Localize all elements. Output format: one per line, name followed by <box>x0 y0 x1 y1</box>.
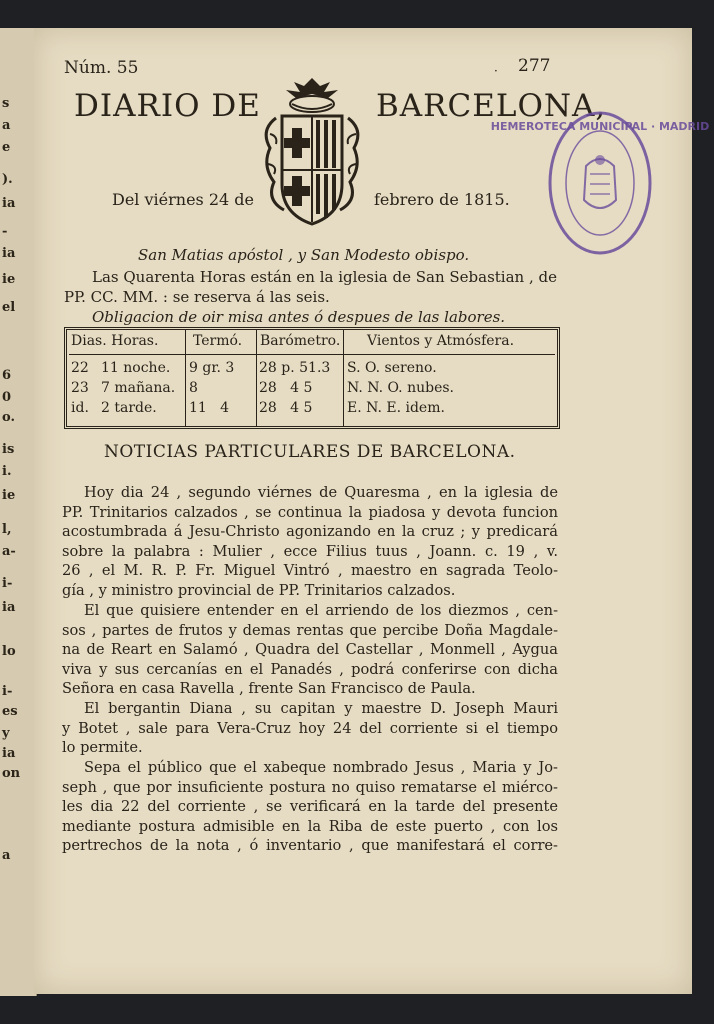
weather-row-day: id. <box>71 400 89 416</box>
left-page-fragment: ). <box>2 172 13 187</box>
paragraph-line: Sepa el público que el xabeque nombrado Jesus , Maria y Jo- <box>84 759 558 776</box>
paragraph-line: 26 , el M. R. P. Fr. Miguel Vintró , maestro en sagrada Teolo- <box>62 562 558 580</box>
page-number: 277 <box>518 56 551 76</box>
forty-hours-notice: Las Quarenta Horas están en la iglesia de San Sebastian , de <box>92 268 557 286</box>
paragraph-line: lo permite. <box>62 739 143 757</box>
hemeroteca-stamp-icon <box>490 108 710 258</box>
left-page-fragment: s <box>2 96 10 111</box>
article-paragraph <box>62 483 558 601</box>
masthead-title-left: DIARIO DE <box>74 88 261 124</box>
left-page-fragment: 6 <box>2 368 12 383</box>
paragraph-line: sos , partes de frutos y demas rentas que percibe Doña Magdale- <box>62 621 558 639</box>
article-paragraph <box>62 758 558 856</box>
left-page-fragment: es <box>2 704 18 719</box>
weather-row-time: 2 tarde. <box>101 400 157 416</box>
paragraph-line: mediante postura admisible en la Riba de este puerto , con los <box>62 817 558 835</box>
left-page-fragment: ia <box>2 746 16 761</box>
weather-row-thermo: 9 gr. 3 <box>189 360 235 376</box>
left-page-fragment: 0 <box>2 390 12 405</box>
weather-header-barometer: Barómetro. <box>260 333 341 349</box>
left-page-fragment: ia <box>2 600 16 615</box>
weather-row-time: 11 noche. <box>101 360 171 376</box>
left-page-fragment: a <box>2 118 11 133</box>
weather-row-day: 22 <box>71 360 89 376</box>
weather-row-baro: 28 4 5 <box>259 400 313 416</box>
left-page-fragment: i- <box>2 576 13 591</box>
forty-hours-notice-cont: PP. CC. MM. : se reserva á las seis. <box>64 288 330 306</box>
paragraph-line: gía , y ministro provincial de PP. Trinitarios calzados. <box>62 581 456 599</box>
article-paragraph <box>62 699 558 758</box>
page-dot: · <box>494 64 498 78</box>
paragraph-line: sobre la palabra : Mulier , ecce Filius tuus , Joann. c. 19 , v. <box>62 542 558 560</box>
paragraph-line: El bergantin Diana , su capitan y maestre D. Joseph Mauri <box>84 700 558 717</box>
issue-number: Núm. 55 <box>64 58 139 78</box>
left-page-fragment: on <box>2 766 21 781</box>
weather-row-baro: 28 p. 51.3 <box>259 360 331 376</box>
left-page-fragment: ia <box>2 246 16 261</box>
paragraph-line: na de Reart en Salamó , Quadra del Castellar , Monmell , Aygua <box>62 641 558 659</box>
weather-row-thermo: 11 4 <box>189 400 230 416</box>
left-page-edge <box>0 28 37 996</box>
weather-row-wind: E. N. E. idem. <box>347 400 445 416</box>
left-page-fragment: lo <box>2 644 16 659</box>
weather-row-wind: S. O. sereno. <box>347 360 437 376</box>
weather-header-thermometer: Termó. <box>193 333 243 349</box>
paragraph-line: Hoy dia 24 , segundo viérnes de Quaresma , en la iglesia de <box>84 484 558 501</box>
left-page-fragment: l, <box>2 522 12 537</box>
left-page-fragment: a- <box>2 544 16 559</box>
paragraph-line: les dia 22 del corriente , se verificará en la tarde del presente <box>62 798 558 816</box>
left-page-fragment: y <box>2 726 10 741</box>
left-page-fragment: ie <box>2 272 16 287</box>
date-right: febrero de 1815. <box>374 190 510 209</box>
paragraph-line: viva y sus cercanías en el Panadés , podrá conferirse con dicha <box>62 660 558 678</box>
weather-row-wind: N. N. O. nubes. <box>347 380 454 396</box>
paragraph-line: y Botet , sale para Vera-Cruz hoy 24 del corriente si el tiempo <box>62 719 558 737</box>
article-paragraph <box>62 601 558 699</box>
weather-row-thermo: 8 <box>189 380 198 396</box>
newspaper-page <box>34 28 710 994</box>
saints-of-day: San Matias apóstol , y San Modesto obispo. <box>138 246 470 264</box>
masthead-title-right: BARCELONA, <box>376 88 607 124</box>
paragraph-line: seph , que por insuficiente postura no quiso rematarse el miérco- <box>62 778 558 796</box>
left-page-fragment: el <box>2 300 16 315</box>
weather-header-winds: Vientos y Atmósfera. <box>367 333 515 349</box>
left-page-fragment: i. <box>2 464 12 479</box>
left-page-fragment: i- <box>2 684 13 699</box>
paragraph-line: pertrechos de la nota , ó inventario , que manifestará el corre- <box>62 837 558 855</box>
left-page-fragment: o. <box>2 410 15 425</box>
weather-header-days-hours: Dias. Horas. <box>71 333 159 349</box>
weather-table <box>64 327 560 429</box>
left-page-fragment: - <box>2 224 8 239</box>
weather-row-day: 23 <box>71 380 89 396</box>
left-page-fragment: ia <box>2 196 16 211</box>
paragraph-line: Señora en casa Ravella , frente San Francisco de Paula. <box>62 680 476 698</box>
date-left: Del viérnes 24 de <box>112 190 254 209</box>
left-page-fragment: ie <box>2 488 16 503</box>
paragraph-line: acostumbrada á Jesu-Christo agonizando en la cruz ; y predicará <box>62 523 558 541</box>
barcelona-coat-of-arms-icon <box>256 74 368 230</box>
paragraph-line: PP. Trinitarios calzados , se continua la piadosa y devota funcion <box>62 503 558 521</box>
left-page-fragment: is <box>2 442 15 457</box>
left-page-fragment: a <box>2 848 11 863</box>
section-heading: NOTICIAS PARTICULARES DE BARCELONA. <box>104 442 516 462</box>
stamp-text: HEMEROTECA MUNICIPAL · MADRID <box>490 120 710 133</box>
weather-row-time: 7 mañana. <box>101 380 176 396</box>
weather-row-baro: 28 4 5 <box>259 380 313 396</box>
mass-obligation-notice: Obligacion de oir misa antes ó despues de las labores. <box>92 308 506 326</box>
paragraph-line: El que quisiere entender en el arriendo de los diezmos , cen- <box>84 602 558 619</box>
left-page-fragment: e <box>2 140 11 155</box>
